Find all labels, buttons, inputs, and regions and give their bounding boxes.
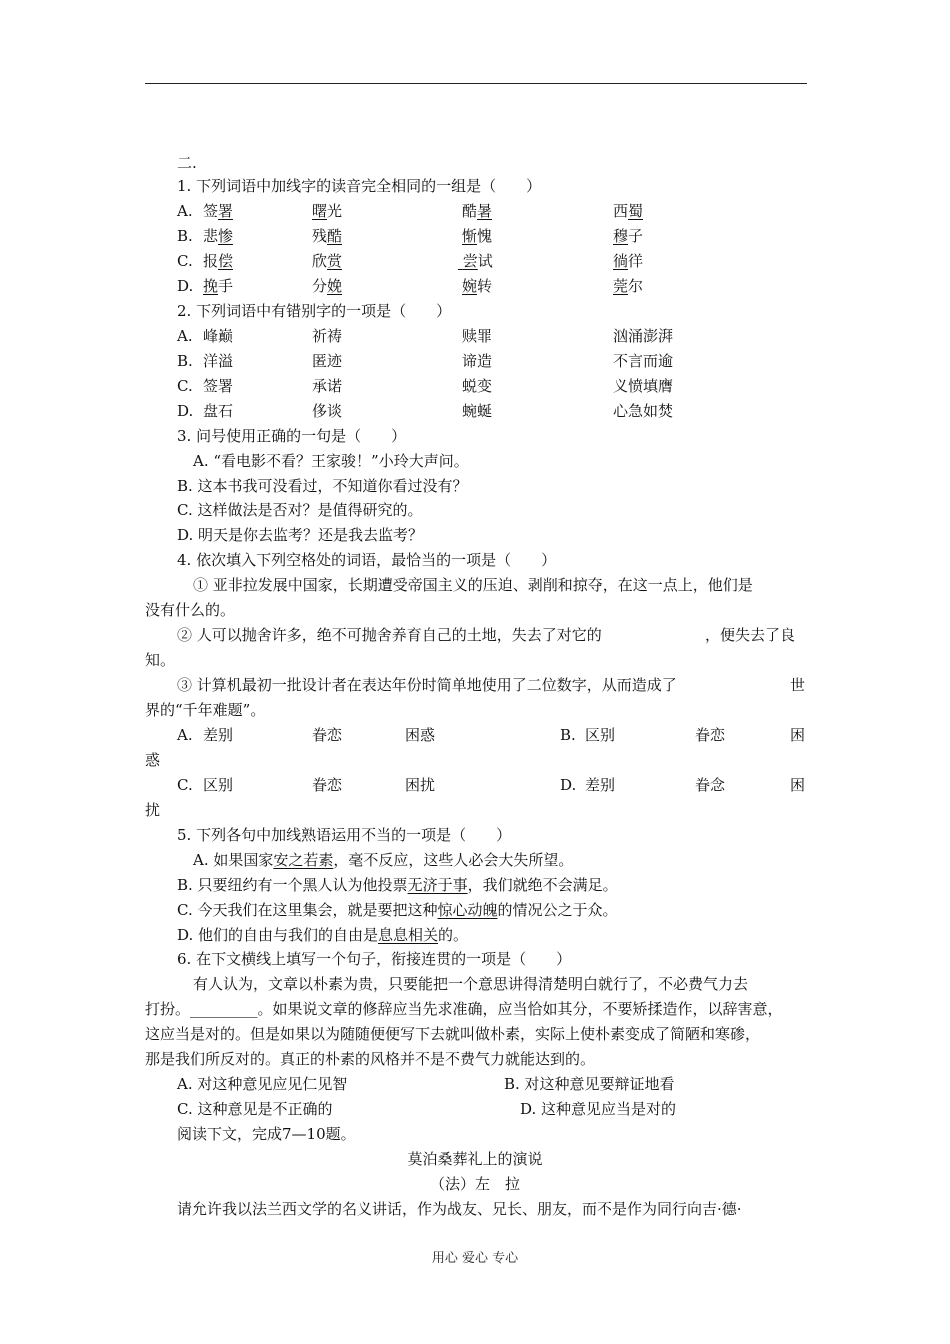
q3-stem: 3. 问号使用正确的一句是（ ）: [177, 427, 407, 445]
q4-sentence1-line1: ① 亚非拉发展中国家，长期遭受帝国主义的压迫、剥削和掠夺，在这一点上，他们是: [193, 576, 753, 594]
q1-d-word1: 挽手: [203, 277, 234, 295]
q1-d-word4: 莞尔: [613, 277, 644, 295]
q1-d-word3: 婉转: [462, 277, 493, 295]
q1-a-word2: 曙光: [312, 202, 343, 220]
q1-c-word1: 报偿: [203, 252, 234, 270]
reading-intro: 阅读下文，完成7—10题。: [177, 1125, 356, 1143]
q3-option-c: C. 这样做法是否对？是值得研究的。: [177, 501, 423, 519]
article-title: 莫泊桑葬礼上的演说: [407, 1150, 543, 1168]
q4-sentence2-line1: ② 人可以抛舍许多，绝不可抛舍养育自己的土地，失去了对它的: [177, 626, 602, 644]
q1-b-word4: 穆子: [613, 227, 644, 245]
article-author: （法）左 拉: [429, 1175, 520, 1193]
q6-passage-line1: 有人认为，文章以朴素为贵，只要能把一个意思讲得清楚明白就行了，不必费气力去: [193, 975, 749, 993]
q6-passage-line2: 打扮。_________。如果说文章的修辞应当先求准确，应当恰如其分，不要矫揉造作，以辞害意，: [145, 1000, 783, 1018]
q4-sentence3-line2: 界的“千年难题”。: [145, 701, 266, 719]
q1-b-word2: 残酷: [312, 227, 343, 245]
q1-c-word4: 徜徉: [613, 252, 644, 270]
q6-option-c: C. 这种意见是不正确的: [177, 1100, 333, 1118]
section-number: 二.: [177, 154, 197, 172]
q1-b-word1: 悲惨: [203, 227, 234, 245]
q3-option-d: D. 明天是你去监考？还是我去监考？: [177, 526, 424, 544]
q6-option-d: D. 这种意见应当是对的: [520, 1100, 677, 1118]
q1-d-word2: 分娩: [312, 277, 343, 295]
q5-option-a: A. 如果国家安之若素，毫不反应，这些人必会大失所望。: [193, 851, 574, 869]
article-first-line: 请允许我以法兰西文学的名义讲话，作为战友、兄长、朋友，而不是作为同行向吉·德·: [177, 1200, 742, 1218]
q5-option-d: D. 他们的自由与我们的自由是息息相关的。: [177, 926, 469, 944]
q1-c-word2: 欣赏: [312, 252, 343, 270]
q1-b-word3: 惭愧: [462, 227, 493, 245]
q6-stem: 6. 在下文横线上填写一个句子，衔接连贯的一项是（ ）: [177, 950, 572, 968]
q1-a-word3: 酷暑: [462, 202, 493, 220]
q1-a-word4: 西蜀: [613, 202, 644, 220]
q4-sentence1-line2: 没有什么的。: [145, 601, 236, 619]
q3-option-b: B. 这本书我可没看过，不知道你看过没有？: [177, 477, 468, 495]
q4-sentence2-tail: ，便失去了良: [705, 626, 796, 644]
q4-sentence3-tail: 世: [790, 676, 806, 694]
q5-option-b: B. 只要纽约有一个黑人认为他投票无济于事，我们就绝不会满足。: [177, 876, 618, 894]
q1-stem: 1. 下列词语中加线字的读音完全相同的一组是（ ）: [177, 177, 542, 195]
q6-option-b: B. 对这种意见要辩证地看: [504, 1075, 675, 1093]
page-footer: 用心 爱心 专心: [431, 1251, 519, 1266]
q6-option-a: A. 对这种意见应见仁见智: [177, 1075, 348, 1093]
q4-sentence3-line1: ③ 计算机最初一批设计者在表达年份时简单地使用了二位数字，从而造成了: [177, 676, 677, 694]
q4-stem: 4. 依次填入下列空格处的词语，最恰当的一项是（ ）: [177, 551, 557, 569]
q5-stem: 5. 下列各句中加线熟语运用不当的一项是（ ）: [177, 826, 512, 844]
q3-option-a: A. “看电影不看？王家骏！”小玲大声问。: [193, 452, 469, 470]
q1-c-word3: 尝试: [462, 252, 493, 270]
q4-sentence2-line2: 知。: [145, 651, 176, 669]
q1-a-word1: 签署: [203, 202, 234, 220]
q6-passage-line3: 这应当是对的。但是如果以为随随便便写下去就叫做朴素，实际上使朴素变成了简陋和寒碜，: [145, 1025, 761, 1043]
q5-option-c: C. 今天我们在这里集会，就是要把这种惊心动魄的情况公之于众。: [177, 901, 618, 919]
header-rule: [145, 83, 807, 84]
q6-passage-line4: 那是我们所反对的。真正的朴素的风格并不是不费气力就能达到的。: [145, 1050, 596, 1068]
q2-stem: 2. 下列词语中有错别字的一项是（ ）: [177, 302, 452, 320]
